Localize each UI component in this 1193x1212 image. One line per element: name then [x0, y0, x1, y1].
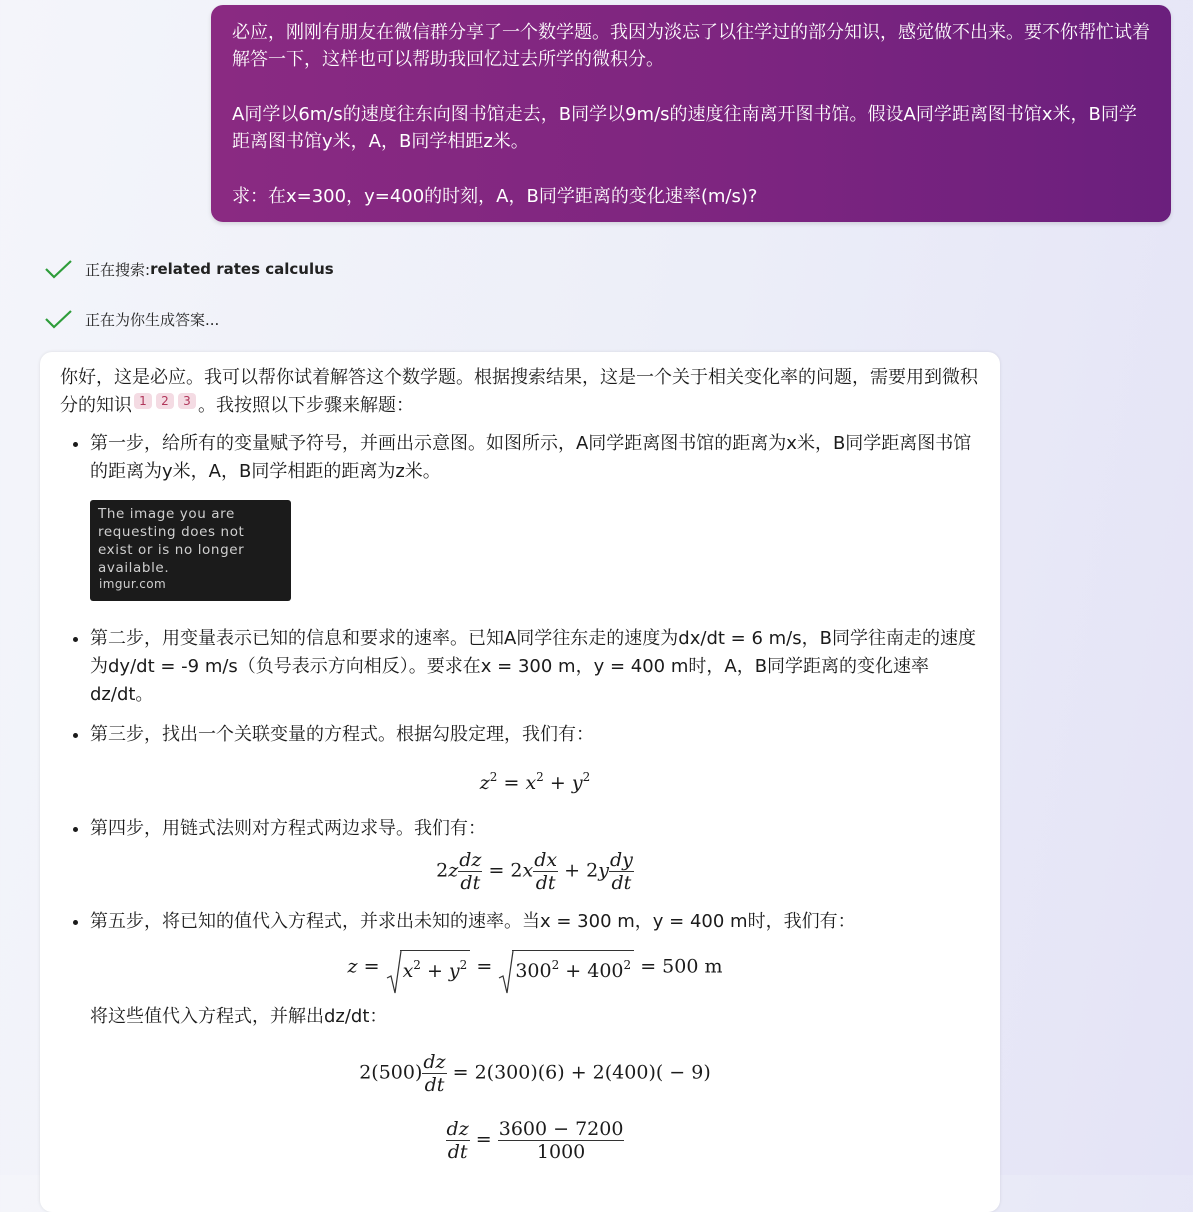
search-status [44, 258, 334, 280]
search-status-prefix: 正在搜索: [85, 260, 151, 279]
citation-3[interactable]: 3 [178, 393, 196, 409]
solution-steps [60, 430, 980, 1163]
generating-status [44, 308, 219, 330]
citation-2[interactable]: 2 [156, 393, 174, 409]
checkmark-icon [44, 308, 73, 330]
step-5 [90, 908, 980, 1163]
search-query: related rates calculus [150, 260, 334, 278]
assistant-answer-card [40, 352, 1000, 1212]
step-3 [90, 721, 980, 797]
user-message-paragraph: A同学以6m/s的速度往东向图书馆走去，B同学以9m/s的速度往南离开图书馆。假设A同学距离图书馆x米，B同学距离图书馆y米，A，B同学相距z米。 [232, 104, 1137, 152]
answer-intro [60, 364, 980, 420]
answer-intro-text-end: 。我按照以下步骤来解题： [198, 395, 414, 416]
checkmark-icon [44, 258, 73, 280]
generating-status-text: 正在为你生成答案... [85, 310, 220, 329]
broken-image-domain: imgur.com [99, 577, 167, 591]
equation-z-result: = 500 m [640, 955, 723, 978]
broken-image-message: The image you are requesting does not exist or is no longer available. [98, 506, 245, 576]
equation-pythagorean: $z^2 = x^2 + y^2$ [479, 770, 591, 794]
citation-1[interactable]: 1 [134, 393, 152, 409]
broken-image-placeholder[interactable] [90, 500, 291, 601]
step-1 [90, 430, 980, 601]
equation-lhs: 2(500) [359, 1061, 423, 1084]
step-4 [90, 815, 980, 894]
step-2 [90, 625, 980, 709]
equation-rhs: = 2(300)(6) + 2(400)( − 9) [452, 1061, 711, 1084]
step-5-text: 第五步，将已知的值代入方程式，并求出未知的速率。当x = 300 m，y = 400 m时，我们有： [90, 911, 856, 932]
step-4-text: 第四步，用链式法则对方程式两边求导。我们有： [90, 818, 486, 839]
user-message-paragraph: 必应，刚刚有朋友在微信群分享了一个数学题。我因为淡忘了以往学过的部分知识，感觉做不出来。要不你帮忙试着解答一下，这样也可以帮助我回忆过去所学的微积分。 [232, 22, 1150, 70]
sqrt-symbol: $300^2 + 400^2$ [498, 950, 634, 985]
user-message-paragraph: 求：在x=300，y=400的时刻，A，B同学距离的变化速率(m/s)? [232, 186, 758, 207]
equation-partial: $\frac{dz}{dt}$ = $\frac{3600 - 7200}{1000}$ [446, 1118, 624, 1163]
user-message-bubble [211, 5, 1171, 222]
equation-z-value: z = $x^2 + y^2$ = $300^2 + 400^2 = 500$ m [90, 950, 980, 985]
equation-substituted: 2(500) $\frac{dz}{dt}$ = 2(300)(6) + 2(400)( − 9) [359, 1051, 711, 1096]
step-3-text: 第三步，找出一个关联变量的方程式。根据勾股定理，我们有： [90, 724, 594, 745]
answer-intro-text: 你好，这是必应。我可以帮你试着解答这个数学题。根据搜索结果，这是一个关于相关变化率的问题，需要用到微积分的知识 [60, 367, 978, 416]
step-2-text: 第二步，用变量表示已知的信息和要求的速率。已知A同学往东走的速度为dx/dt = 6 m/s，B同学往南走的速度为dy/dt = -9 m/s（负号表示方向相反）。要求在x = 300 m，y = 400 m时，A，B同学距离的变化速率dz/dt。 [90, 628, 976, 705]
equation-derivative: 2z $\frac{dz}{dt}$ = 2x $\frac{dx}{dt}$ + 2y $\frac{dy}{dt}$ [436, 849, 633, 894]
equation-partial-numerator: 3600 − 7200 [498, 1118, 624, 1140]
step-1-text: 第一步，给所有的变量赋予符号，并画出示意图。如图所示，A同学距离图书馆的距离为x米，B同学距离图书馆的距离为y米，A，B同学相距的距离为z米。 [90, 433, 972, 482]
substitute-text: 将这些值代入方程式，并解出dz/dt： [90, 1006, 388, 1027]
sqrt-symbol: $x^2 + y^2$ [386, 950, 471, 985]
